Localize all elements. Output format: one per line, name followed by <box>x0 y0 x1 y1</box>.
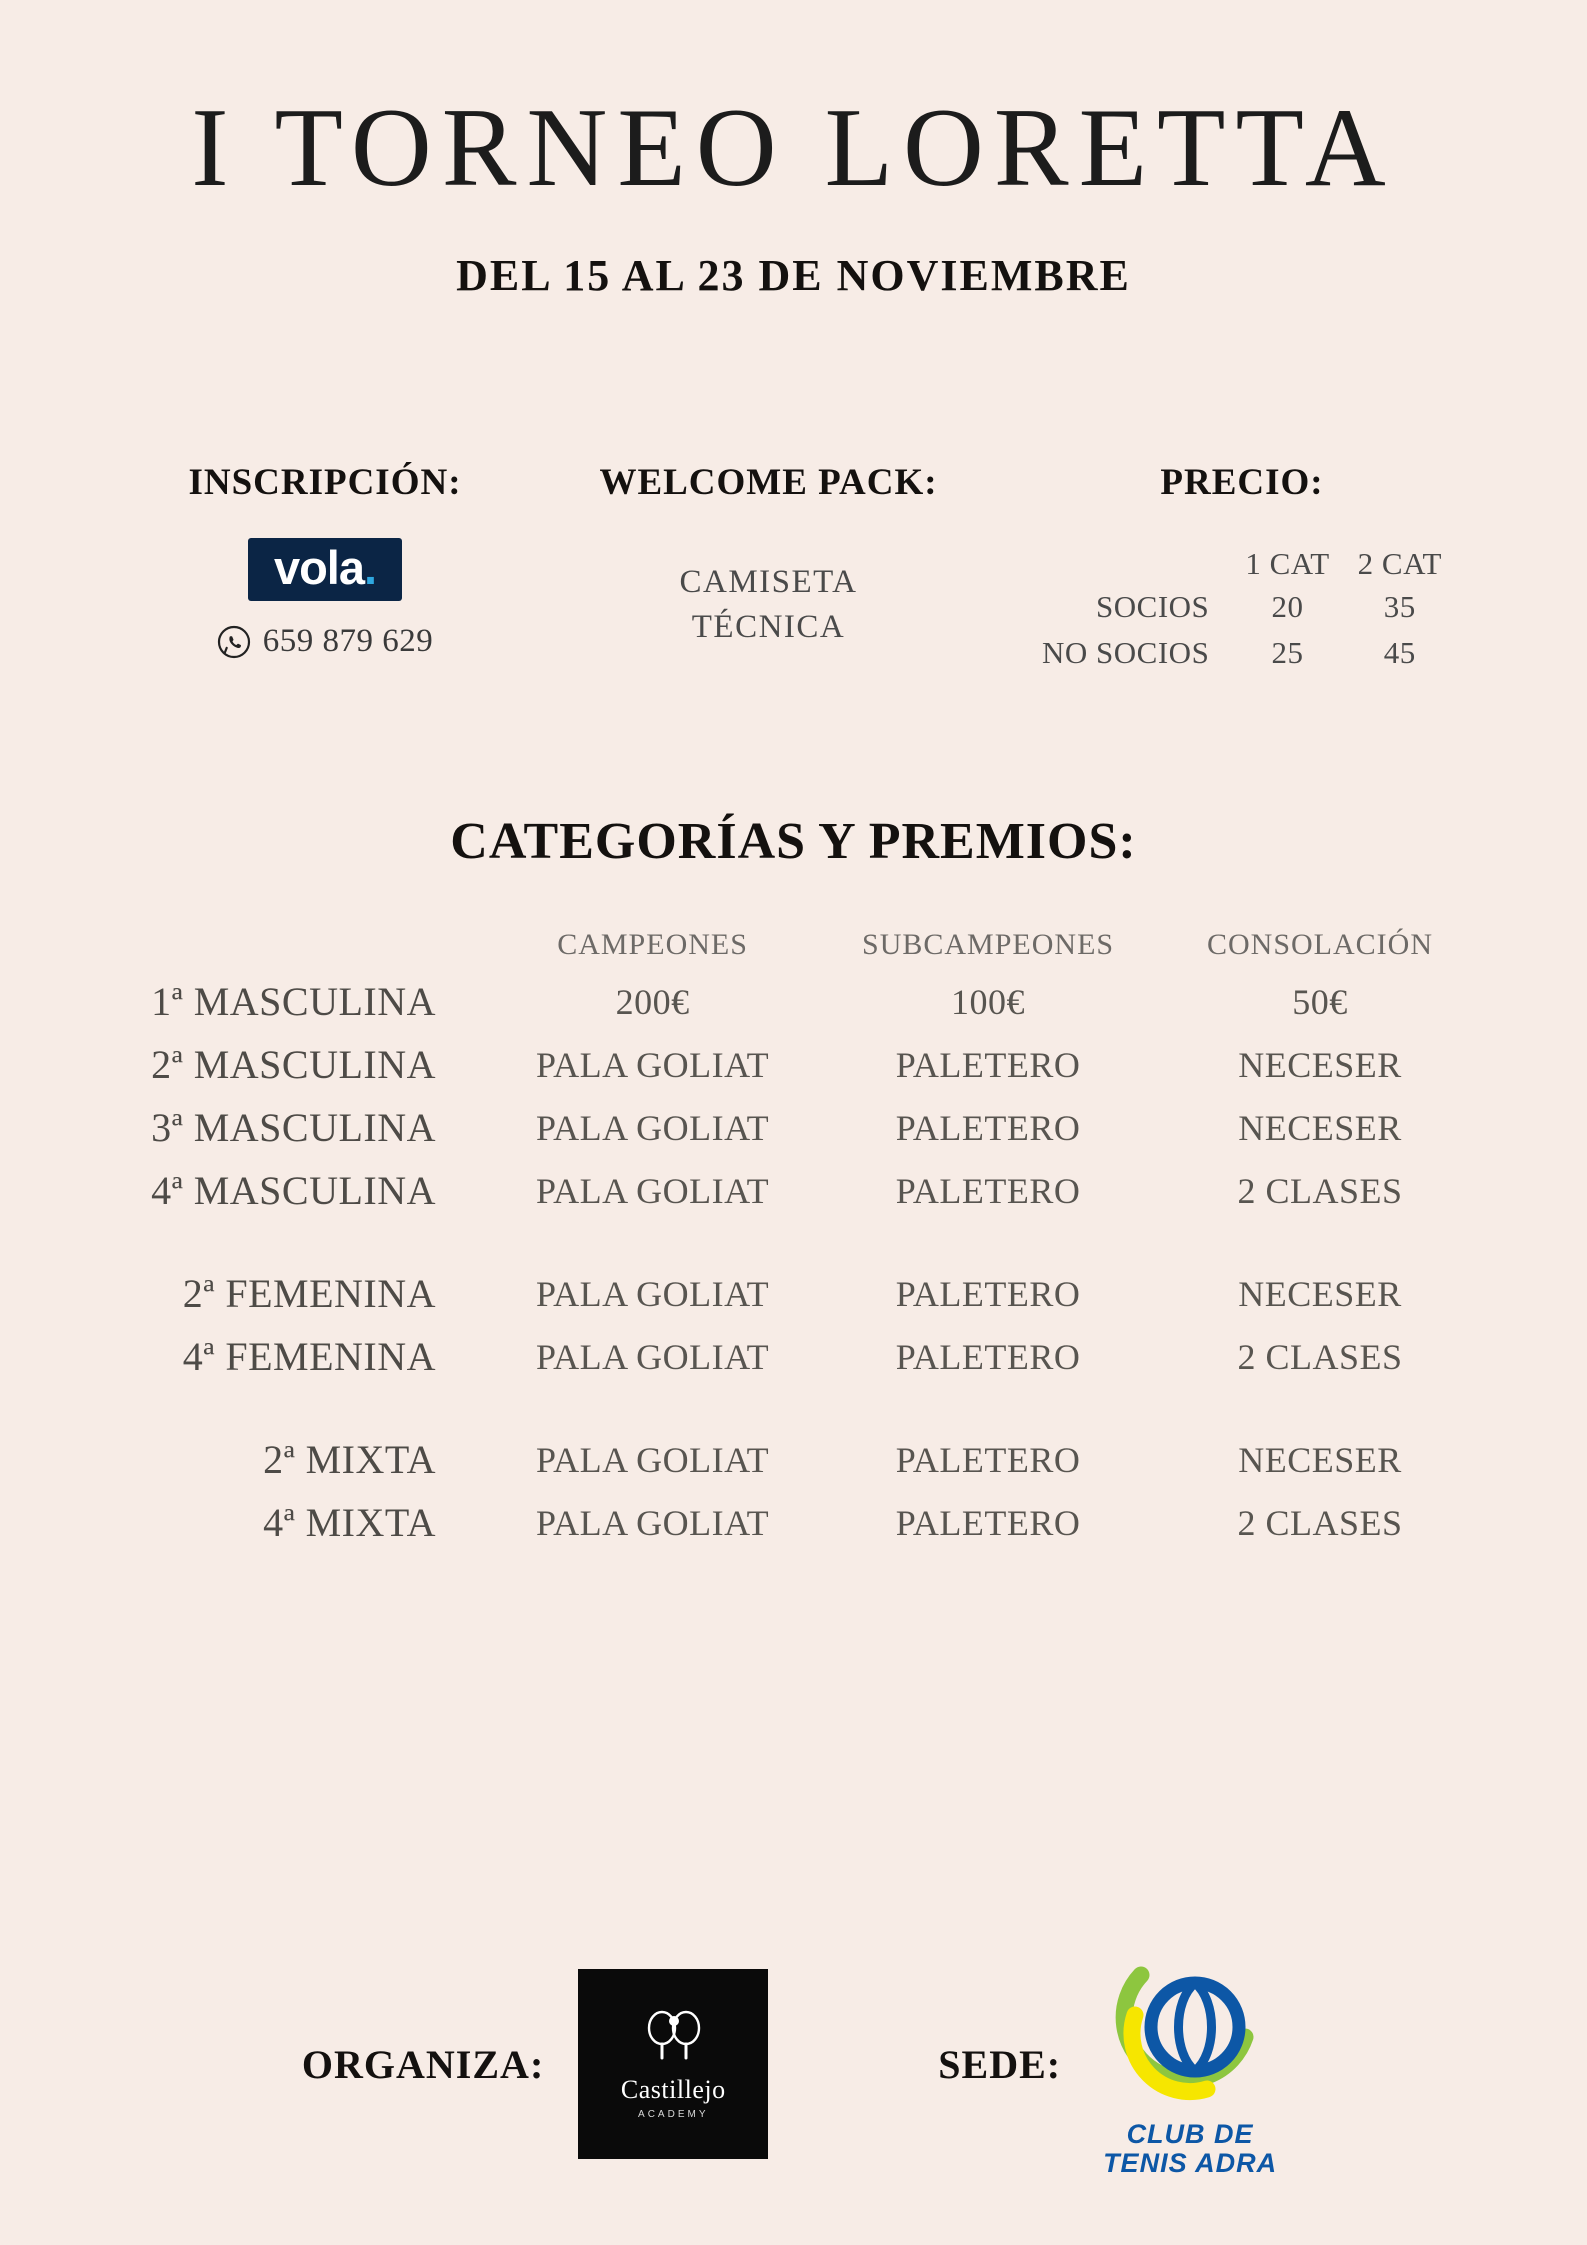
category-name: 2ª MIXTA <box>263 1437 436 1482</box>
phone-line <box>217 623 434 660</box>
price-row-cat1: 25 <box>1271 635 1304 670</box>
price-table <box>1028 544 1456 676</box>
table-spacer <box>110 1222 1477 1262</box>
category-name: 4ª MIXTA <box>263 1500 436 1545</box>
price-row-cat2: 35 <box>1383 589 1416 624</box>
prize-campeones: PALA GOLIAT <box>535 1439 770 1480</box>
category-name: 3ª MASCULINA <box>151 1105 436 1150</box>
precio-block <box>1007 461 1477 676</box>
tennis-ball-icon <box>1095 1951 1285 2116</box>
prize-campeones: PALA GOLIAT <box>535 1107 770 1148</box>
categories-header-subcampeones: SUBCAMPEONES <box>862 928 1115 961</box>
table-row <box>1028 584 1456 630</box>
welcome-pack-line2: TÉCNICA <box>691 608 846 645</box>
price-header-blank <box>1028 544 1231 584</box>
categories-table-wrap <box>0 871 1587 1554</box>
page-title: I TORNEO LORETTA <box>191 86 1396 210</box>
vola-logo-dot: . <box>363 541 377 594</box>
categories-header-row <box>110 927 1477 970</box>
welcome-pack-heading: WELCOME PACK: <box>599 462 938 503</box>
table-row <box>1028 630 1456 676</box>
price-row-label: SOCIOS <box>1096 589 1210 624</box>
prize-campeones: PALA GOLIAT <box>535 1273 770 1314</box>
table-row <box>110 1033 1477 1096</box>
whatsapp-icon <box>217 625 251 659</box>
price-header-cat2: 2 CAT <box>1357 546 1442 581</box>
welcome-pack-block <box>554 461 984 649</box>
organiza-label: ORGANIZA: <box>301 2041 545 2087</box>
table-spacer <box>110 1388 1477 1428</box>
prize-consolacion: 2 CLASES <box>1237 1502 1403 1543</box>
footer <box>0 1951 1587 2177</box>
club-tenis-adra-text <box>1103 2120 1277 2177</box>
category-name: 1ª MASCULINA <box>151 979 436 1024</box>
prize-consolacion: NECESER <box>1238 1107 1402 1148</box>
prize-subcampeones: 100€ <box>951 981 1026 1022</box>
category-name: 2ª FEMENINA <box>182 1271 436 1316</box>
category-name: 4ª MASCULINA <box>151 1168 436 1213</box>
castillejo-logo-sub: ACADEMY <box>638 2109 709 2121</box>
prize-consolacion: NECESER <box>1238 1044 1402 1085</box>
categories-header-consolacion: CONSOLACIÓN <box>1206 928 1433 961</box>
prize-subcampeones: PALETERO <box>895 1502 1081 1543</box>
table-row <box>110 1096 1477 1159</box>
categories-header-campeones: CAMPEONES <box>557 928 748 961</box>
price-row-cat1: 20 <box>1271 589 1304 624</box>
prize-campeones: PALA GOLIAT <box>535 1336 770 1377</box>
prize-campeones: PALA GOLIAT <box>535 1502 770 1543</box>
club-tenis-adra-line1: CLUB DE <box>1126 2119 1254 2150</box>
table-row <box>110 1428 1477 1491</box>
price-header-row <box>1028 544 1456 584</box>
categories-header-blank <box>110 927 492 970</box>
info-row <box>0 301 1587 676</box>
welcome-pack-line1: CAMISETA <box>679 564 858 600</box>
table-row <box>110 1262 1477 1325</box>
prize-campeones: PALA GOLIAT <box>535 1170 770 1211</box>
prize-consolacion: 2 CLASES <box>1237 1170 1403 1211</box>
club-tenis-adra-line2: TENIS ADRA <box>1103 2147 1278 2178</box>
precio-heading: PRECIO: <box>1160 462 1324 503</box>
sede-label: SEDE: <box>938 2041 1062 2087</box>
table-row <box>110 970 1477 1033</box>
category-name: 4ª FEMENINA <box>182 1334 436 1379</box>
table-row <box>110 1159 1477 1222</box>
vola-logo-text: vola <box>273 541 364 594</box>
sede-group <box>938 1951 1285 2177</box>
prize-subcampeones: PALETERO <box>895 1107 1081 1148</box>
prize-subcampeones: PALETERO <box>895 1336 1081 1377</box>
price-header-cat1: 1 CAT <box>1245 546 1330 581</box>
categories-table <box>110 927 1477 1554</box>
inscripcion-block <box>110 461 540 660</box>
prize-subcampeones: PALETERO <box>895 1439 1081 1480</box>
prize-consolacion: NECESER <box>1238 1439 1402 1480</box>
prize-consolacion: NECESER <box>1238 1273 1402 1314</box>
event-dates: DEL 15 AL 23 DE NOVIEMBRE <box>456 251 1131 300</box>
price-row-label: NO SOCIOS <box>1042 635 1210 670</box>
prize-campeones: 200€ <box>615 981 690 1022</box>
prize-subcampeones: PALETERO <box>895 1273 1081 1314</box>
prize-campeones: PALA GOLIAT <box>535 1044 770 1085</box>
table-row <box>110 1491 1477 1554</box>
welcome-pack-content <box>679 560 857 649</box>
inscripcion-heading: INSCRIPCIÓN: <box>188 462 462 503</box>
organiza-group <box>302 1969 768 2159</box>
price-row-cat2: 45 <box>1383 635 1416 670</box>
prize-consolacion: 2 CLASES <box>1237 1336 1403 1377</box>
prize-subcampeones: PALETERO <box>895 1044 1081 1085</box>
vola-logo <box>248 538 402 601</box>
categories-title: CATEGORÍAS Y PREMIOS: <box>450 813 1137 870</box>
prize-subcampeones: PALETERO <box>895 1170 1081 1211</box>
club-tenis-adra-logo <box>1095 1951 1285 2177</box>
table-row <box>110 1325 1477 1388</box>
phone-number[interactable]: 659 879 629 <box>262 623 434 659</box>
padel-rackets-icon <box>636 2008 710 2069</box>
category-name: 2ª MASCULINA <box>151 1042 436 1087</box>
castillejo-logo <box>578 1969 768 2159</box>
castillejo-logo-name: Castillejo <box>620 2075 726 2105</box>
prize-consolacion: 50€ <box>1292 981 1348 1022</box>
